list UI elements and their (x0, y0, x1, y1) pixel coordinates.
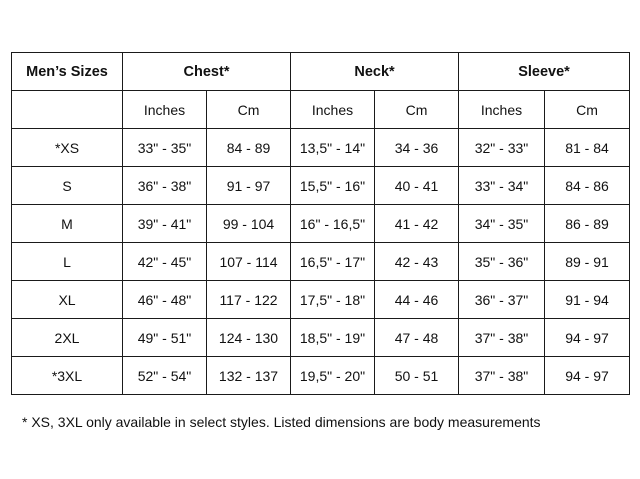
neck-cm-cell: 34 - 36 (375, 129, 459, 167)
sleeve-cm-cell: 81 - 84 (545, 129, 630, 167)
chest-inches-cell: 49" - 51" (123, 319, 207, 357)
unit-neck-cm: Cm (375, 91, 459, 129)
table-row (12, 281, 630, 319)
header-chest: Chest* (123, 53, 291, 91)
neck-cm-cell: 47 - 48 (375, 319, 459, 357)
chest-cm-cell: 117 - 122 (207, 281, 291, 319)
chest-cm-cell: 99 - 104 (207, 205, 291, 243)
neck-inches-cell: 17,5" - 18" (291, 281, 375, 319)
sleeve-cm-cell: 94 - 97 (545, 319, 630, 357)
sleeve-cm-cell: 91 - 94 (545, 281, 630, 319)
sleeve-cm-cell: 89 - 91 (545, 243, 630, 281)
chest-cm-cell: 84 - 89 (207, 129, 291, 167)
neck-cm-cell: 42 - 43 (375, 243, 459, 281)
neck-cm-cell: 41 - 42 (375, 205, 459, 243)
header-group-row (12, 53, 630, 91)
neck-cm-cell: 50 - 51 (375, 357, 459, 395)
header-sleeve: Sleeve* (459, 53, 630, 91)
neck-cm-cell: 40 - 41 (375, 167, 459, 205)
sleeve-inches-cell: 37" - 38" (459, 319, 545, 357)
chest-inches-cell: 52" - 54" (123, 357, 207, 395)
table-row (12, 243, 630, 281)
footnote: * XS, 3XL only available in select styles. Listed dimensions are body measurements (22, 414, 541, 430)
table-row (12, 205, 630, 243)
unit-neck-inches: Inches (291, 91, 375, 129)
neck-cm-cell: 44 - 46 (375, 281, 459, 319)
chest-inches-cell: 36" - 38" (123, 167, 207, 205)
sleeve-cm-cell: 86 - 89 (545, 205, 630, 243)
table-row (12, 129, 630, 167)
table-row (12, 357, 630, 395)
unit-sleeve-cm: Cm (545, 91, 630, 129)
sleeve-cm-cell: 84 - 86 (545, 167, 630, 205)
chest-cm-cell: 91 - 97 (207, 167, 291, 205)
sleeve-inches-cell: 36" - 37" (459, 281, 545, 319)
table-row (12, 167, 630, 205)
size-cell: *3XL (12, 357, 123, 395)
chest-cm-cell: 132 - 137 (207, 357, 291, 395)
unit-chest-inches: Inches (123, 91, 207, 129)
chest-inches-cell: 46" - 48" (123, 281, 207, 319)
header-unit-row (12, 91, 630, 129)
sleeve-inches-cell: 32" - 33" (459, 129, 545, 167)
neck-inches-cell: 15,5" - 16" (291, 167, 375, 205)
sleeve-inches-cell: 35" - 36" (459, 243, 545, 281)
chest-inches-cell: 42" - 45" (123, 243, 207, 281)
neck-inches-cell: 18,5" - 19" (291, 319, 375, 357)
size-cell: XL (12, 281, 123, 319)
sleeve-inches-cell: 33" - 34" (459, 167, 545, 205)
neck-inches-cell: 16,5" - 17" (291, 243, 375, 281)
size-chart-table (11, 52, 630, 395)
chest-inches-cell: 39" - 41" (123, 205, 207, 243)
unit-sleeve-inches: Inches (459, 91, 545, 129)
header-neck: Neck* (291, 53, 459, 91)
sleeve-inches-cell: 34" - 35" (459, 205, 545, 243)
table-row (12, 319, 630, 357)
size-cell: *XS (12, 129, 123, 167)
unit-chest-cm: Cm (207, 91, 291, 129)
header-mens-sizes: Men’s Sizes (12, 53, 123, 91)
size-cell: 2XL (12, 319, 123, 357)
size-cell: L (12, 243, 123, 281)
sleeve-inches-cell: 37" - 38" (459, 357, 545, 395)
header-blank-cell (12, 91, 123, 129)
chest-cm-cell: 124 - 130 (207, 319, 291, 357)
neck-inches-cell: 19,5" - 20" (291, 357, 375, 395)
chest-inches-cell: 33" - 35" (123, 129, 207, 167)
chest-cm-cell: 107 - 114 (207, 243, 291, 281)
size-cell: S (12, 167, 123, 205)
size-cell: M (12, 205, 123, 243)
neck-inches-cell: 16" - 16,5" (291, 205, 375, 243)
sleeve-cm-cell: 94 - 97 (545, 357, 630, 395)
neck-inches-cell: 13,5" - 14" (291, 129, 375, 167)
